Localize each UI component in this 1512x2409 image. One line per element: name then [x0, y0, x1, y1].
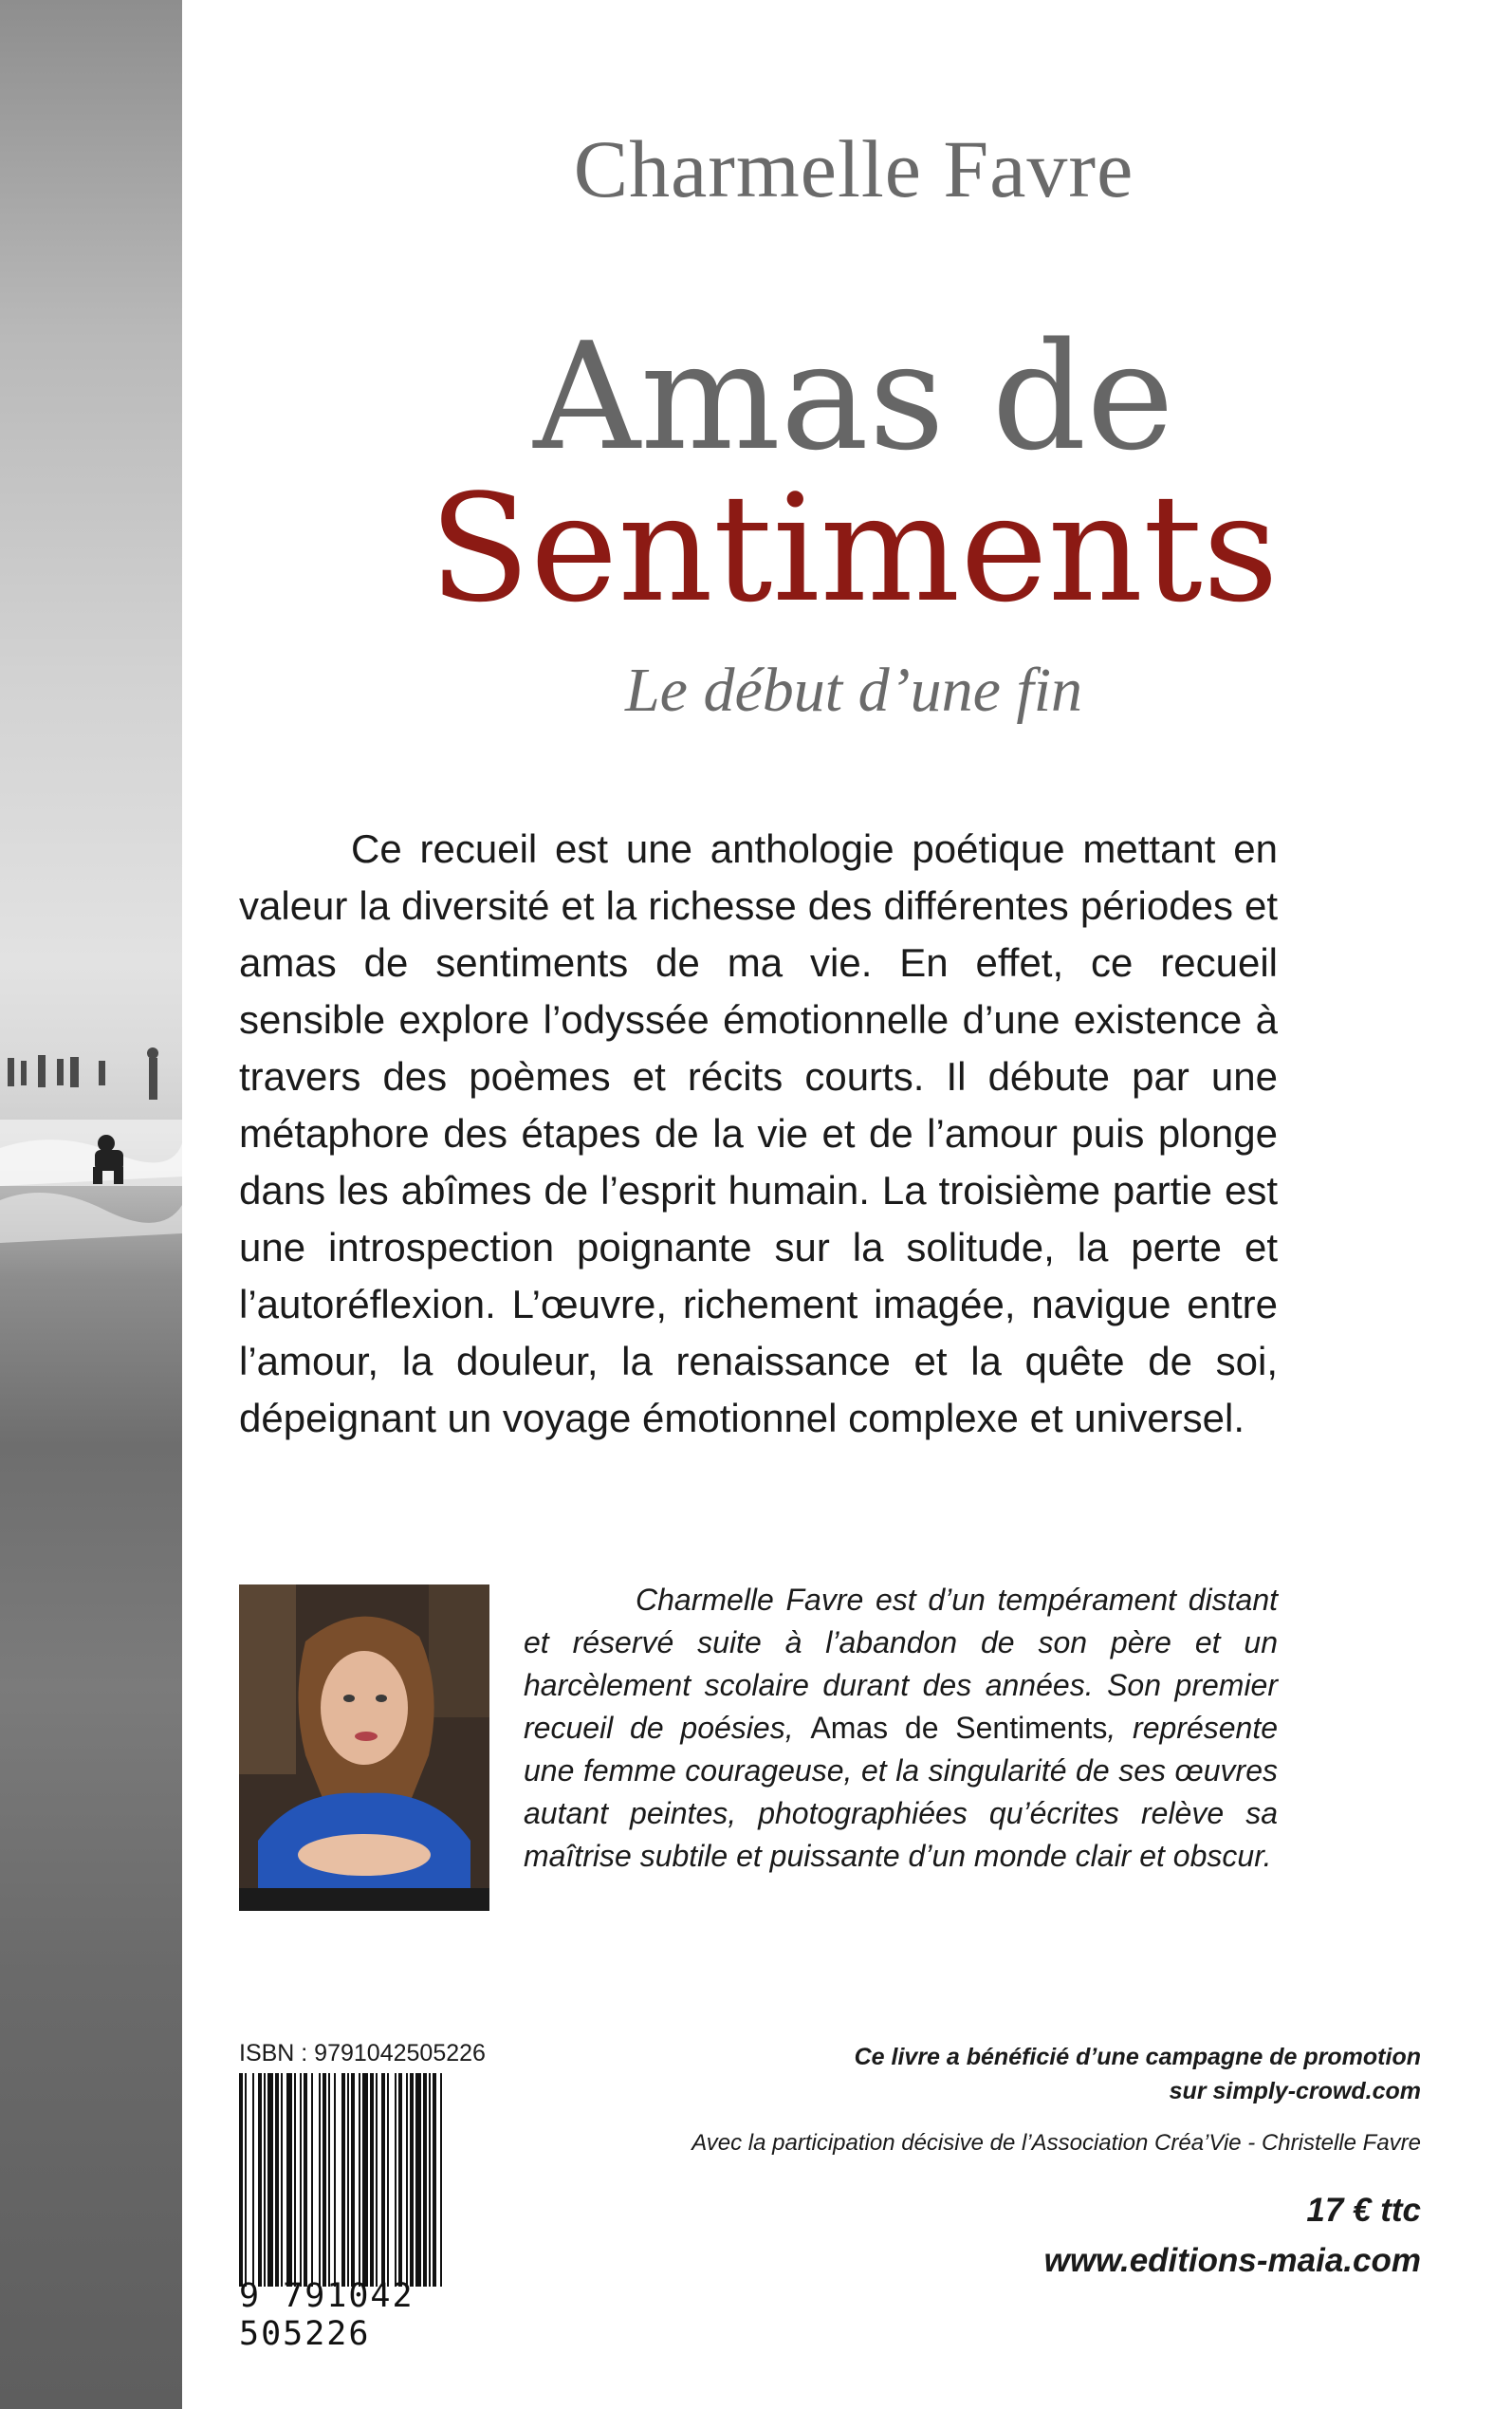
barcode	[239, 2073, 528, 2287]
author-name: Charmelle Favre	[573, 123, 1134, 214]
barcode-bar	[429, 2073, 431, 2287]
barcode-bar	[328, 2073, 330, 2287]
barcode-bar	[406, 2073, 408, 2287]
barcode-bar	[387, 2073, 389, 2287]
synopsis-text: Ce recueil est une anthologie poétique mettant en valeur la diversité et la richesse des différentes périodes et amas de sentiments de ma vie. En effet, ce recueil sensible explore l’odyssée émotionnelle d’une existence à travers des poèmes et récits courts. Il débute par une métaphore des étapes de la vie et de l’amour puis plonge dans les abîmes de l’esprit humain. La troisième partie est une introspection poignante sur la solitude, la perte et l’autoréflexion. L’œuvre, richement imagée, navigue entre l’amour, la douleur, la renaissance et la quête de soi, dépeignant un voyage émotionnel complexe et universel.	[239, 826, 1278, 1440]
barcode-bar	[415, 2073, 421, 2287]
barcode-bar	[423, 2073, 427, 2287]
beach-scene-image	[0, 0, 182, 2409]
barcode-bar	[362, 2073, 368, 2287]
barcode-bar	[370, 2073, 374, 2287]
price: 17 € ttc	[1306, 2192, 1421, 2229]
barcode-bar	[264, 2073, 266, 2287]
barcode-bar	[351, 2073, 355, 2287]
promotion-line-2: sur simply-crowd.com	[1169, 2078, 1421, 2104]
barcode-bar	[281, 2073, 283, 2287]
barcode-bar	[395, 2073, 396, 2287]
book-title-line-2: Sentiments	[429, 462, 1279, 635]
barcode-bar	[239, 2073, 243, 2287]
barcode-bar	[319, 2073, 321, 2287]
barcode-bar	[252, 2073, 254, 2287]
barcode-bar	[311, 2073, 313, 2287]
barcode-bar	[381, 2073, 385, 2287]
book-subtitle: Le début d’une fin	[624, 656, 1083, 725]
barcode-bar	[440, 2073, 442, 2287]
barcode-bar	[304, 2073, 307, 2287]
barcode-bar	[300, 2073, 302, 2287]
promotion-note	[855, 2040, 1421, 2108]
barcode-bar	[341, 2073, 345, 2287]
barcode-bar	[245, 2073, 247, 2287]
barcode-bar	[275, 2073, 279, 2287]
barcode-bar	[376, 2073, 378, 2287]
bio-part-1: Charmelle Favre est d’un tempérament distant et réservé suite à l’abandon de son père et un harcèlement scolaire durant des années. Son premier recueil de poésies,	[524, 1583, 1278, 1745]
barcode-bar	[267, 2073, 273, 2287]
barcode-bar	[334, 2073, 336, 2287]
promotion-line-1: Ce livre a bénéficié d’une campagne de promotion	[854, 2044, 1421, 2070]
barcode-bar	[258, 2073, 262, 2287]
publisher-website: www.editions-maia.com	[1043, 2242, 1421, 2279]
barcode-bar	[359, 2073, 360, 2287]
barcode-bar	[286, 2073, 292, 2287]
book-title-line-1: Amas de	[533, 310, 1174, 483]
barcode-bar	[294, 2073, 296, 2287]
isbn-label: ISBN : 9791042505226	[239, 2040, 486, 2066]
barcode-bar	[410, 2073, 414, 2287]
author-photo	[239, 1584, 489, 1911]
bio-part-2: , représente une femme courageuse, et la singularité de ses œuvres autant peintes, photographiées qu’écrites relève sa maîtrise subtile et puissante d’un monde clair et obscur.	[524, 1711, 1279, 1873]
barcode-bar	[323, 2073, 326, 2287]
barcode-bar	[347, 2073, 349, 2287]
bio-book-title: Amas de Sentiments	[810, 1711, 1108, 1745]
barcode-bar	[398, 2073, 402, 2287]
barcode-bar	[433, 2073, 436, 2287]
barcode-digits: 9 791042 505226	[239, 2277, 415, 2353]
author-bio	[524, 1579, 1278, 1878]
cover-side-photo	[0, 0, 182, 2409]
participation-note: Avec la participation décisive de l’Association Créa’Vie - Christelle Favre	[691, 2130, 1421, 2156]
